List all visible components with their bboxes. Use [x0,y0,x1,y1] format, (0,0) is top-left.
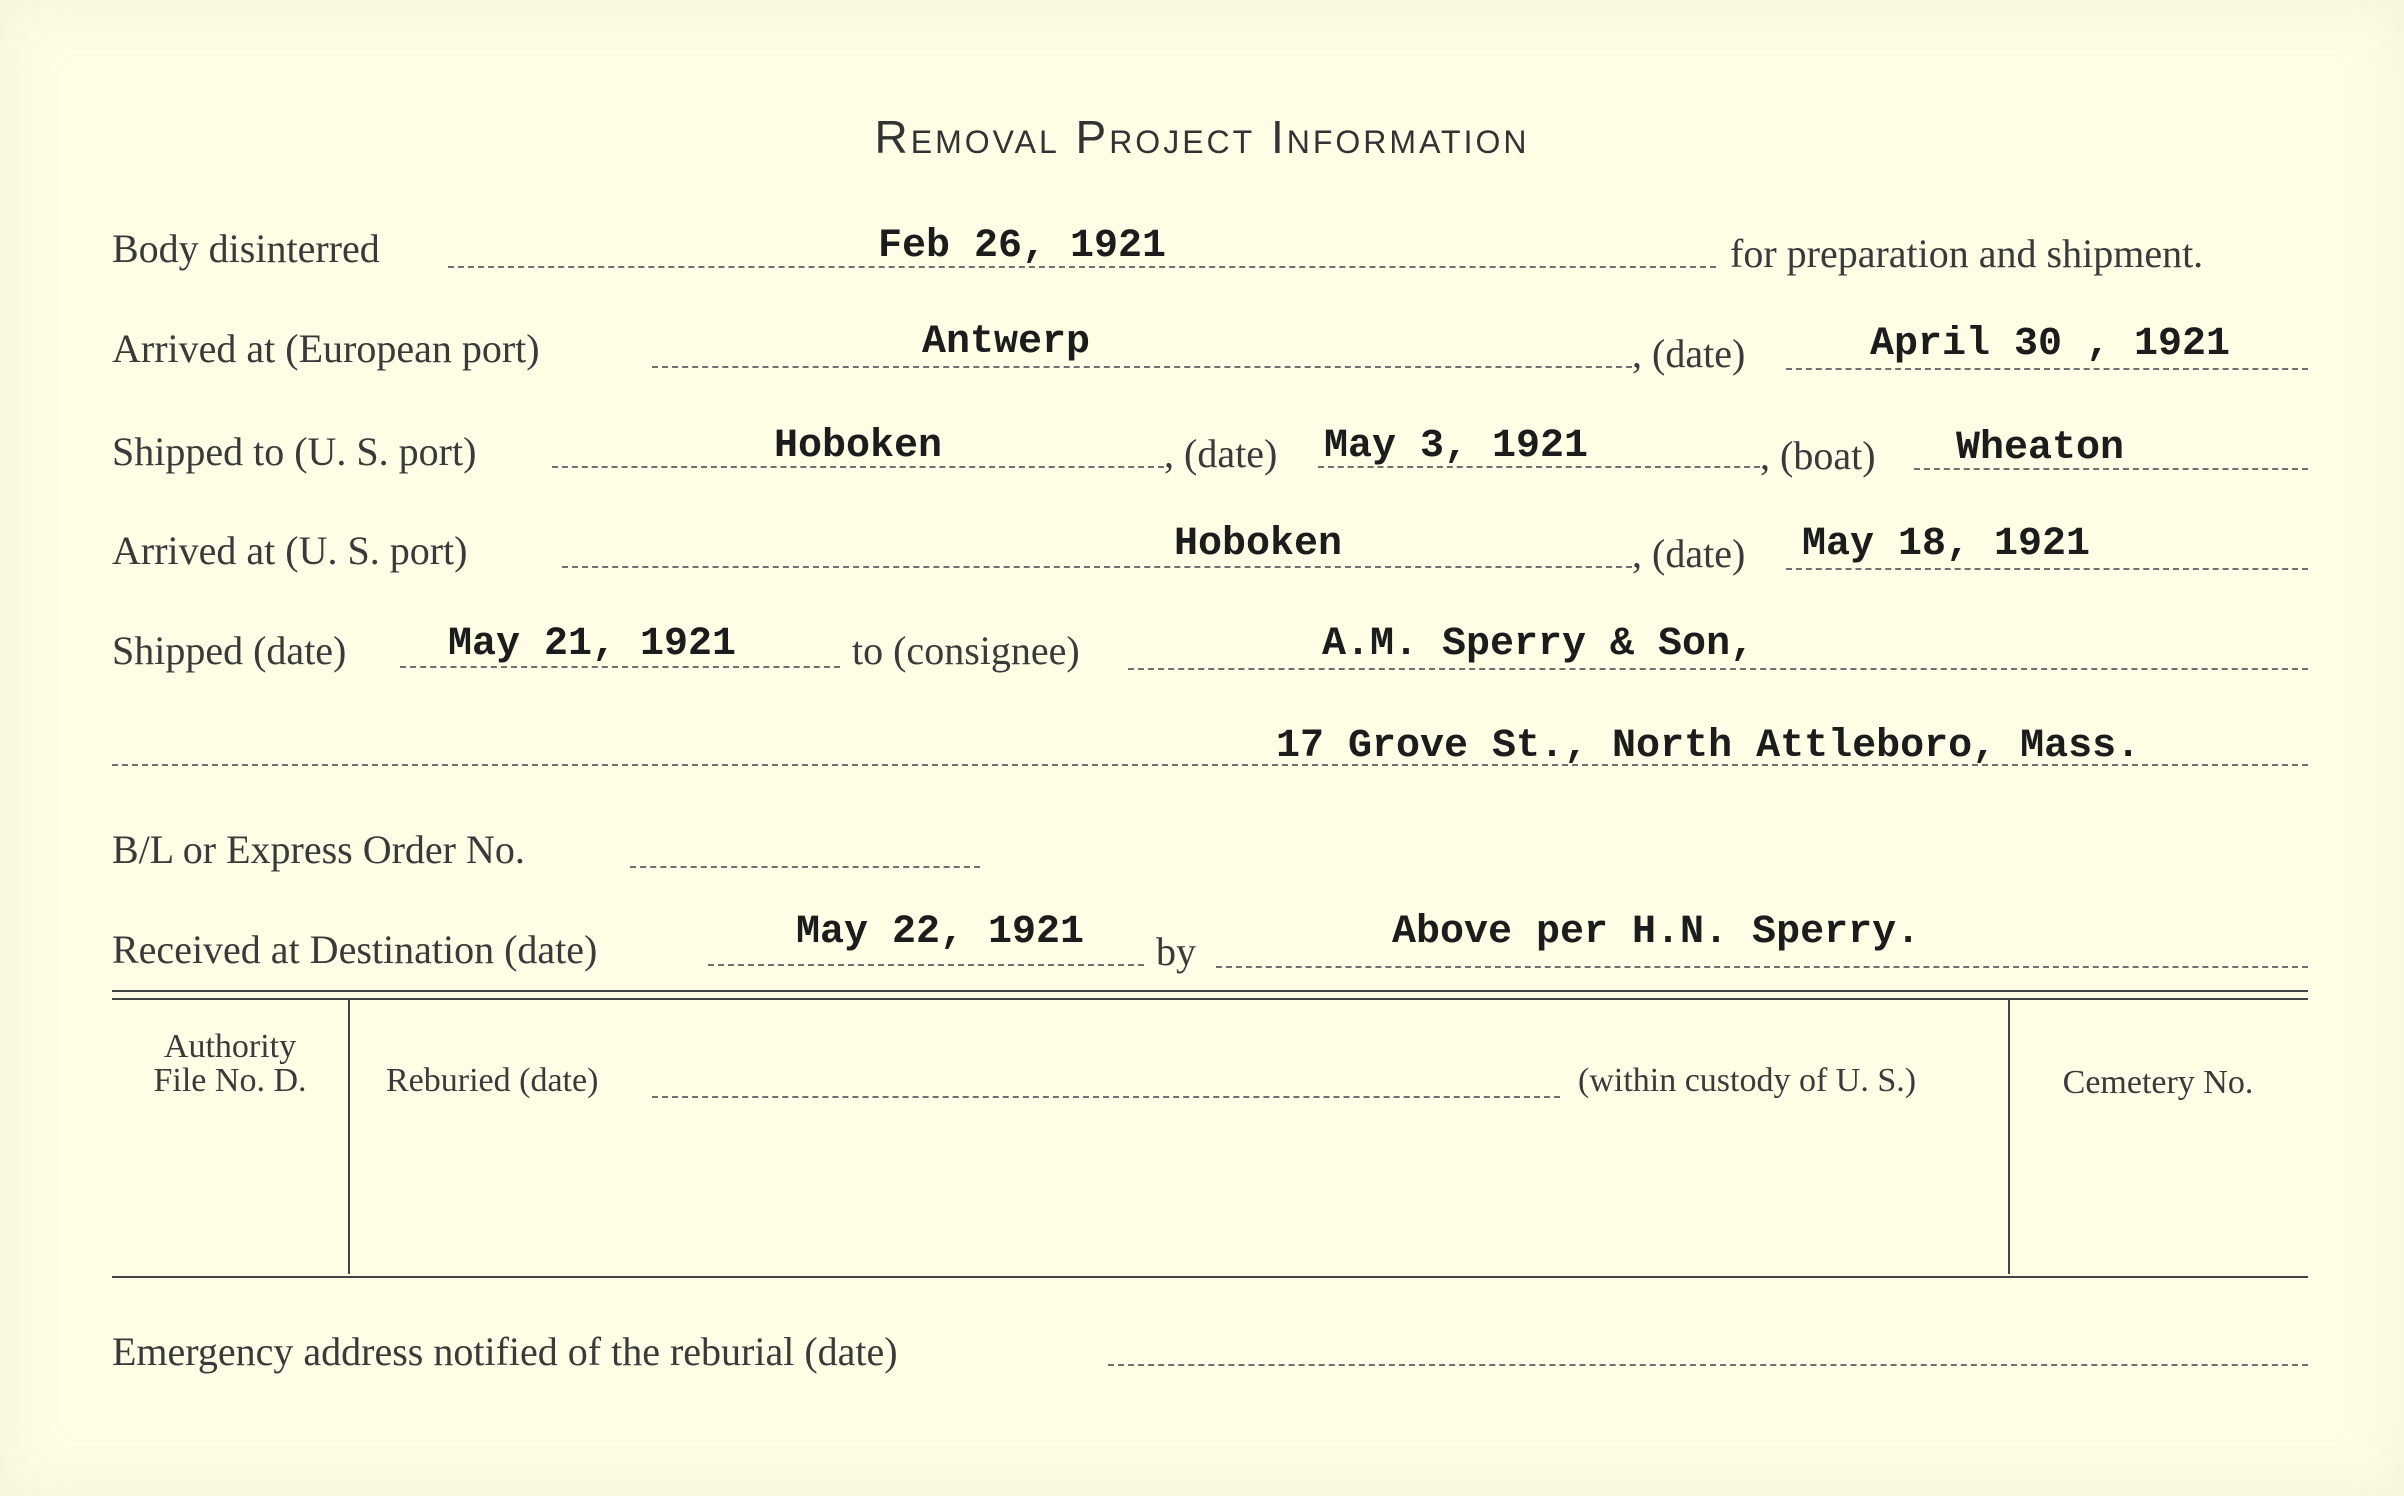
bl-label: B/L or Express Order No. [112,827,525,872]
shipped-date-label: Shipped (date) [112,628,347,673]
shipped-date-value: May 21, 1921 [448,622,737,667]
cemetery-label: Cemetery No. [2062,1064,2254,1101]
box-top-rule-2 [112,998,2308,1000]
emergency-label: Emergency address notified of the reburial (date) [112,1329,898,1374]
bl-line [630,866,980,868]
european-port-value: Antwerp [922,320,1091,365]
shipped-us-label: Shipped to (U. S. port) [112,429,477,474]
boat-label: , (boat) [1760,433,1876,478]
arrived-us-date-value: May 18, 1921 [1802,522,2091,567]
arrived-us-line [562,566,1632,568]
consignee-label: to (consignee) [852,628,1080,673]
by-label: by [1156,929,1196,974]
european-port-line [652,366,1632,368]
consignee-line [1128,668,2308,670]
form-title: Removal Project Information [874,111,1530,163]
shipped-us-date-label: , (date) [1164,431,1278,476]
reburied-line [652,1096,1560,1098]
european-date-value: April 30 , 1921 [1870,322,2231,367]
box-bottom-rule [112,1276,2308,1278]
authority-label-2: File No. D. [153,1062,307,1099]
reburied-label: Reburied (date) [386,1062,599,1099]
disinterred-label: Body disinterred [112,226,380,271]
european-port-label: Arrived at (European port) [112,326,540,371]
emergency-line [1108,1364,2308,1366]
boat-value: Wheaton [1956,426,2125,471]
received-date-line [708,964,1144,966]
european-date-label: , (date) [1632,331,1746,376]
shipped-us-date-value: May 3, 1921 [1324,424,1589,469]
by-value: Above per H.N. Sperry. [1392,910,1921,955]
address-value: 17 Grove St., North Attleboro, Mass. [1276,724,2141,769]
by-line [1216,966,2308,968]
received-label: Received at Destination (date) [112,927,598,972]
custody-label: (within custody of U. S.) [1578,1062,1917,1099]
box-divider-left [348,1000,350,1274]
european-date-line [1786,368,2308,370]
arrived-us-date-label: , (date) [1632,531,1746,576]
shipped-us-value: Hoboken [774,424,943,469]
arrived-us-value: Hoboken [1174,522,1343,567]
arrived-us-date-line [1786,568,2308,570]
box-divider-right [2008,1000,2010,1274]
arrived-us-label: Arrived at (U. S. port) [112,528,468,573]
disinterred-suffix: for preparation and shipment. [1730,231,2204,276]
consignee-value: A.M. Sperry & Son, [1322,622,1755,667]
box-top-rule [112,990,2308,992]
received-date-value: May 22, 1921 [796,910,1085,955]
disinterred-value: Feb 26, 1921 [878,224,1167,269]
authority-label-1: Authority [163,1028,297,1065]
